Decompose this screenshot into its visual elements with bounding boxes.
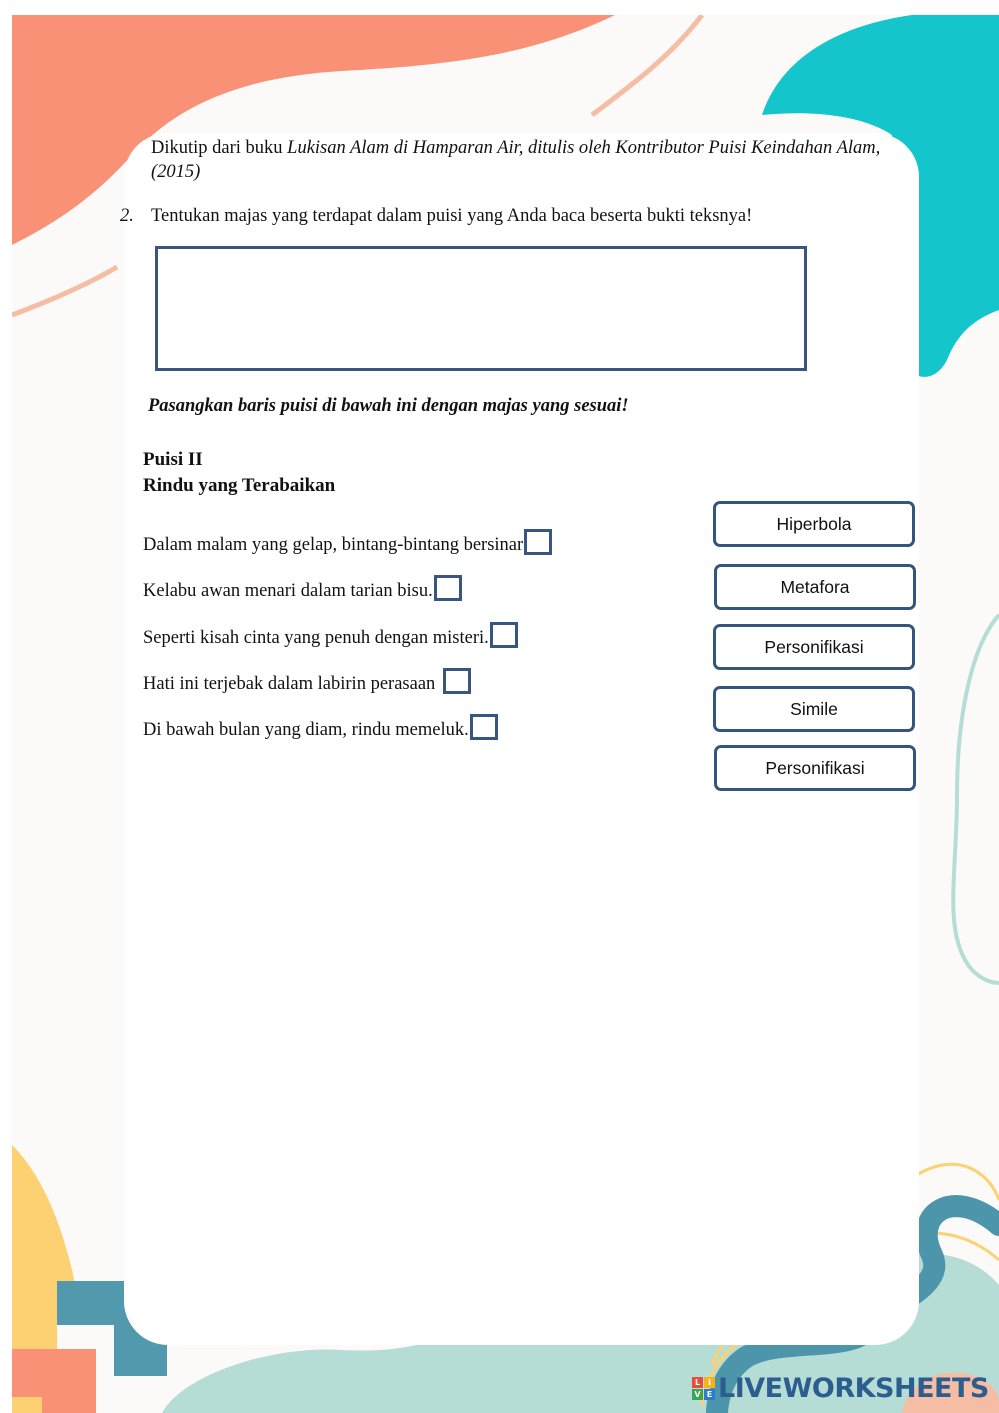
drop-box-2[interactable]: [434, 575, 462, 601]
answer-text-box[interactable]: [155, 246, 807, 371]
poem-line-5: [143, 714, 498, 741]
poem-heading: Puisi II: [143, 449, 203, 470]
source-book-title: Lukisan Alam di Hamparan Air, ditulis oleh Kontributor Puisi Keindahan Alam, (2015): [151, 138, 881, 182]
mint-line-right: [953, 615, 999, 983]
drop-box-1[interactable]: [524, 529, 552, 555]
option-personifikasi-2[interactable]: Personifikasi: [714, 745, 916, 791]
poem-line-text: Di bawah bulan yang diam, rindu memeluk.: [143, 720, 469, 740]
poem-line-4: [143, 668, 471, 695]
option-personifikasi-1[interactable]: Personifikasi: [713, 624, 915, 670]
logo-text: LIVEWORKSHEETS: [718, 1372, 989, 1404]
logo-letter-v: V: [692, 1389, 703, 1400]
option-metafora[interactable]: Metafora: [714, 564, 916, 610]
poem-line-text: Hati ini terjebak dalam labirin perasaan: [143, 674, 436, 694]
option-simile[interactable]: Simile: [713, 686, 915, 732]
source-citation: [151, 136, 911, 184]
poem-line-1: [143, 529, 552, 556]
logo-icon: [692, 1377, 715, 1400]
option-hiperbola[interactable]: Hiperbola: [713, 501, 915, 547]
drop-box-4[interactable]: [443, 668, 471, 694]
liveworksheets-logo[interactable]: [692, 1373, 989, 1403]
poem-line-text: Seperti kisah cinta yang penuh dengan misteri.: [143, 628, 489, 648]
poem-title: Rindu yang Terabaikan: [143, 475, 336, 496]
question-text: Tentukan majas yang terdapat dalam puisi yang Anda baca beserta bukti teksnya!: [151, 206, 753, 226]
source-prefix: Dikutip dari buku: [151, 138, 288, 158]
poem-line-2: [143, 575, 462, 602]
drop-box-5[interactable]: [470, 714, 498, 740]
peach-curve-left: [12, 267, 117, 315]
poem-line-text: Kelabu awan menari dalam tarian bisu.: [143, 581, 433, 601]
logo-letter-l: L: [692, 1377, 703, 1388]
drop-box-3[interactable]: [490, 622, 518, 648]
logo-letter-e: E: [704, 1389, 715, 1400]
poem-line-text: Dalam malam yang gelap, bintang-bintang bersinar: [143, 535, 524, 555]
yellow-square-2: [12, 1397, 42, 1413]
question-number: 2.: [120, 206, 134, 226]
instruction-text: Pasangkan baris puisi di bawah ini dengan majas yang sesuai!: [148, 396, 629, 416]
logo-letter-i: I: [704, 1377, 715, 1388]
peach-curve-top: [592, 15, 702, 115]
poem-line-3: [143, 622, 518, 649]
